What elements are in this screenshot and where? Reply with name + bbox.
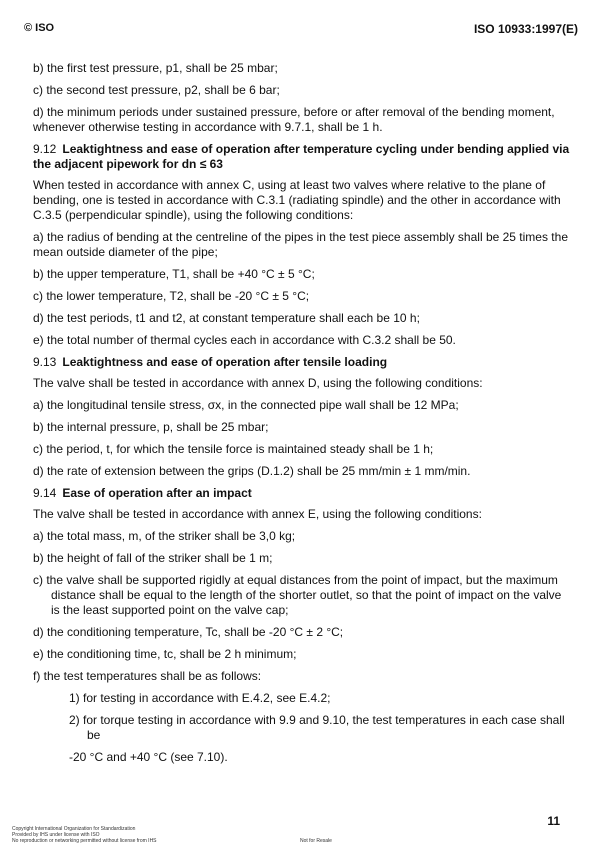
section-912-heading [33,142,573,172]
section-913-title: Leaktightness and ease of operation after tensile loading [62,355,388,369]
section-913-heading [33,355,573,370]
item-914-f-temperatures: -20 °C and +40 °C (see 7.10). [69,750,228,764]
item-914-c: c) the valve shall be supported rigidly at equal distances from the point of impact, but the maximum distance shall be equal to the length of the shorter outlet, so that the point of impact on the valve is the least supported point on the valve cap; [33,573,562,617]
item-913-c: c) the period, t, for which the tensile force is maintained steady shall be 1 h; [33,442,434,456]
section-912-number: 9.12 [33,142,57,156]
item-914-f: f) the test temperatures shall be as follows: [33,669,262,683]
item-913-b: b) the internal pressure, p, shall be 25 mbar; [33,420,269,434]
section-914-title: Ease of operation after an impact [62,486,252,500]
item-914-f-1: 1) for testing in accordance with E.4.2, see E.4.2; [69,691,331,705]
section-914-intro: The valve shall be tested in accordance with annex E, using the following conditions: [33,507,482,521]
section-912-title: Leaktightness and ease of operation after temperature cycling under bending applied via the adjacent pipework for dn ≤ 63 [33,142,570,171]
item-914-d: d) the conditioning temperature, Tc, shall be -20 °C ± 2 °C; [33,625,344,639]
item-912-d: d) the test periods, t1 and t2, at constant temperature shall each be 10 h; [33,311,420,325]
item-911-d: d) the minimum periods under sustained pressure, before or after removal of the bending moment, whenever otherwise testing in accordance with 9.7.1, shall be 1 h. [33,105,555,134]
section-914-number: 9.14 [33,486,57,500]
footer-license-notice [12,826,157,844]
footer-line-3: No reproduction or networking permitted without license from IHS [12,838,157,844]
header-standard-number: ISO 10933:1997(E) [473,22,578,36]
item-911-c: c) the second test pressure, p2, shall be 6 bar; [33,83,280,97]
item-914-e: e) the conditioning time, tc, shall be 2 h minimum; [33,647,297,661]
item-914-b: b) the height of fall of the striker shall be 1 m; [33,551,273,565]
item-912-c: c) the lower temperature, T2, shall be -20 °C ± 5 °C; [33,289,310,303]
item-911-b: b) the first test pressure, p1, shall be 25 mbar; [33,61,278,75]
item-914-a: a) the total mass, m, of the striker shall be 3,0 kg; [33,529,296,543]
footer-line-1: Copyright International Organization for Standardization [12,826,136,832]
footer-not-for-resale: Not for Resale [300,838,332,844]
header-copyright: © ISO [24,22,55,34]
item-913-d: d) the rate of extension between the grips (D.1.2) shall be 25 mm/min ± 1 mm/min. [33,464,471,478]
item-914-f-2: 2) for torque testing in accordance with 9.9 and 9.10, the test temperatures in each case shall be [69,713,565,742]
item-912-e: e) the total number of thermal cycles each in accordance with C.3.2 shall be 50. [33,333,456,347]
page-number: 11 [547,814,560,828]
section-912-intro: When tested in accordance with annex C, using at least two valves where relative to the plane of bending, one is tested in accordance with C.3.1 (radiating spindle) and the other in accordance with C.3.5 (perpendicular spindle), using the following conditions: [33,178,561,222]
section-914-heading [33,486,573,501]
section-913-number: 9.13 [33,355,57,369]
document-body [33,61,573,772]
section-913-intro: The valve shall be tested in accordance with annex D, using the following conditions: [33,376,483,390]
item-913-a: a) the longitudinal tensile stress, σx, in the connected pipe wall shall be 12 MPa; [33,398,459,412]
footer-line-2: Provided by IHS under license with ISO [12,832,100,838]
item-912-b: b) the upper temperature, T1, shall be +40 °C ± 5 °C; [33,267,315,281]
item-912-a: a) the radius of bending at the centreline of the pipes in the test piece assembly shall be 25 times the mean outside diameter of the pipe; [33,230,568,259]
